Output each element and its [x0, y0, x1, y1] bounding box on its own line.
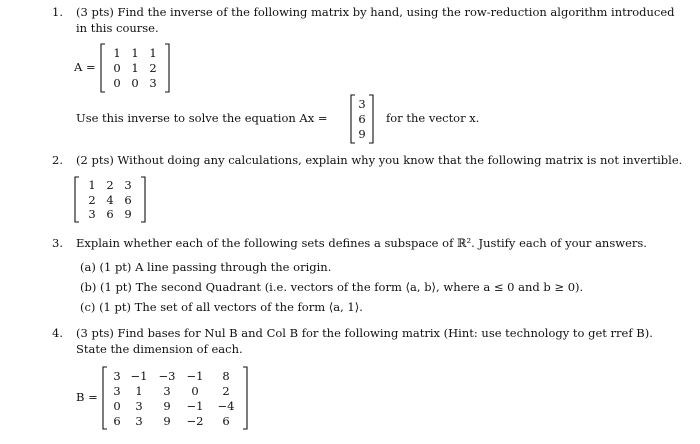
- matrix-b-cell: −4: [217, 399, 235, 413]
- problem-4-text-line-2: State the dimension of each.: [76, 342, 243, 356]
- vector-b-cell: 9: [358, 127, 366, 141]
- matrix-b-cell: 1: [135, 384, 143, 398]
- matrix-b-cell: 3: [113, 369, 121, 383]
- matrix-singular-cell: 1: [88, 178, 96, 192]
- matrix-a-cell: 1: [131, 61, 139, 75]
- matrix-a-cell: 1: [113, 46, 121, 60]
- problem-2-number: 2.: [52, 153, 63, 167]
- problem-1-text-line-1: (3 pts) Find the inverse of the following matrix by hand, using the row-reduction algorithm introduced: [76, 5, 675, 19]
- matrix-a-cell: 3: [149, 76, 157, 90]
- matrix-b-cell: 6: [113, 414, 121, 428]
- problem-3-part-c: (c) (1 pt) The set of all vectors of the form ⟨a, 1⟩.: [80, 300, 363, 314]
- matrix-singular-cell: 3: [88, 207, 96, 221]
- matrix-a-cell: 2: [149, 61, 157, 75]
- matrix-singular-cell: 6: [106, 207, 114, 221]
- matrix-b: [102, 366, 248, 430]
- matrix-singular-cell: 3: [124, 178, 132, 192]
- matrix-b-cell: −1: [186, 369, 204, 383]
- matrix-b-label: B =: [76, 390, 98, 404]
- matrix-b-cell: −2: [186, 414, 204, 428]
- matrix-b-cell: 0: [191, 384, 199, 398]
- vector-b-cell: 3: [358, 97, 366, 111]
- problem-3-part-b: (b) (1 pt) The second Quadrant (i.e. vectors of the form ⟨a, b⟩, where a ≤ 0 and b ≥ 0).: [80, 280, 584, 294]
- problem-3-text: Explain whether each of the following sets defines a subspace of ℝ². Justify each of your answers.: [76, 236, 647, 250]
- matrix-b-cell: −1: [130, 369, 148, 383]
- matrix-b-cell: 9: [163, 399, 171, 413]
- matrix-b-cell: 3: [113, 384, 121, 398]
- equation-text: Use this inverse to solve the equation Ax =: [76, 111, 328, 125]
- matrix-singular-cell: 2: [106, 178, 114, 192]
- matrix-b-cell: 8: [222, 369, 230, 383]
- matrix-b-cell: 9: [163, 414, 171, 428]
- matrix-b-cell: 3: [163, 384, 171, 398]
- vector-b: [350, 94, 374, 144]
- problem-1-number: 1.: [52, 5, 63, 19]
- matrix-b-cell: 6: [222, 414, 230, 428]
- matrix-a-cell: 1: [131, 46, 139, 60]
- matrix-singular-cell: 2: [88, 193, 96, 207]
- matrix-b-cell: 3: [135, 399, 143, 413]
- matrix-singular-cell: 6: [124, 193, 132, 207]
- matrix-a-cell: 0: [131, 76, 139, 90]
- matrix-b-cell: −3: [158, 369, 176, 383]
- matrix-b-cell: −1: [186, 399, 204, 413]
- matrix-a-label: A =: [74, 60, 96, 74]
- problem-4-number: 4.: [52, 326, 63, 340]
- matrix-b-cell: 0: [113, 399, 121, 413]
- problem-3-number: 3.: [52, 236, 63, 250]
- problem-4-text-line-1: (3 pts) Find bases for Nul B and Col B for the following matrix (Hint: use technology to get rref B).: [76, 326, 653, 340]
- matrix-b-cell: 2: [222, 384, 230, 398]
- equation-tail: for the vector x.: [386, 111, 480, 125]
- vector-b-cell: 6: [358, 112, 366, 126]
- problem-1-text-line-2: in this course.: [76, 21, 159, 35]
- matrix-a: [100, 43, 170, 93]
- matrix-singular-cell: 9: [124, 207, 132, 221]
- matrix-a-cell: 0: [113, 61, 121, 75]
- matrix-a-cell: 1: [149, 46, 157, 60]
- matrix-a-cell: 0: [113, 76, 121, 90]
- matrix-singular-cell: 4: [106, 193, 114, 207]
- matrix-b-cell: 3: [135, 414, 143, 428]
- matrix-singular: [74, 176, 146, 223]
- problem-3-part-a: (a) (1 pt) A line passing through the origin.: [80, 260, 332, 274]
- problem-2-text: (2 pts) Without doing any calculations, explain why you know that the following matrix is not invertible.: [76, 153, 683, 167]
